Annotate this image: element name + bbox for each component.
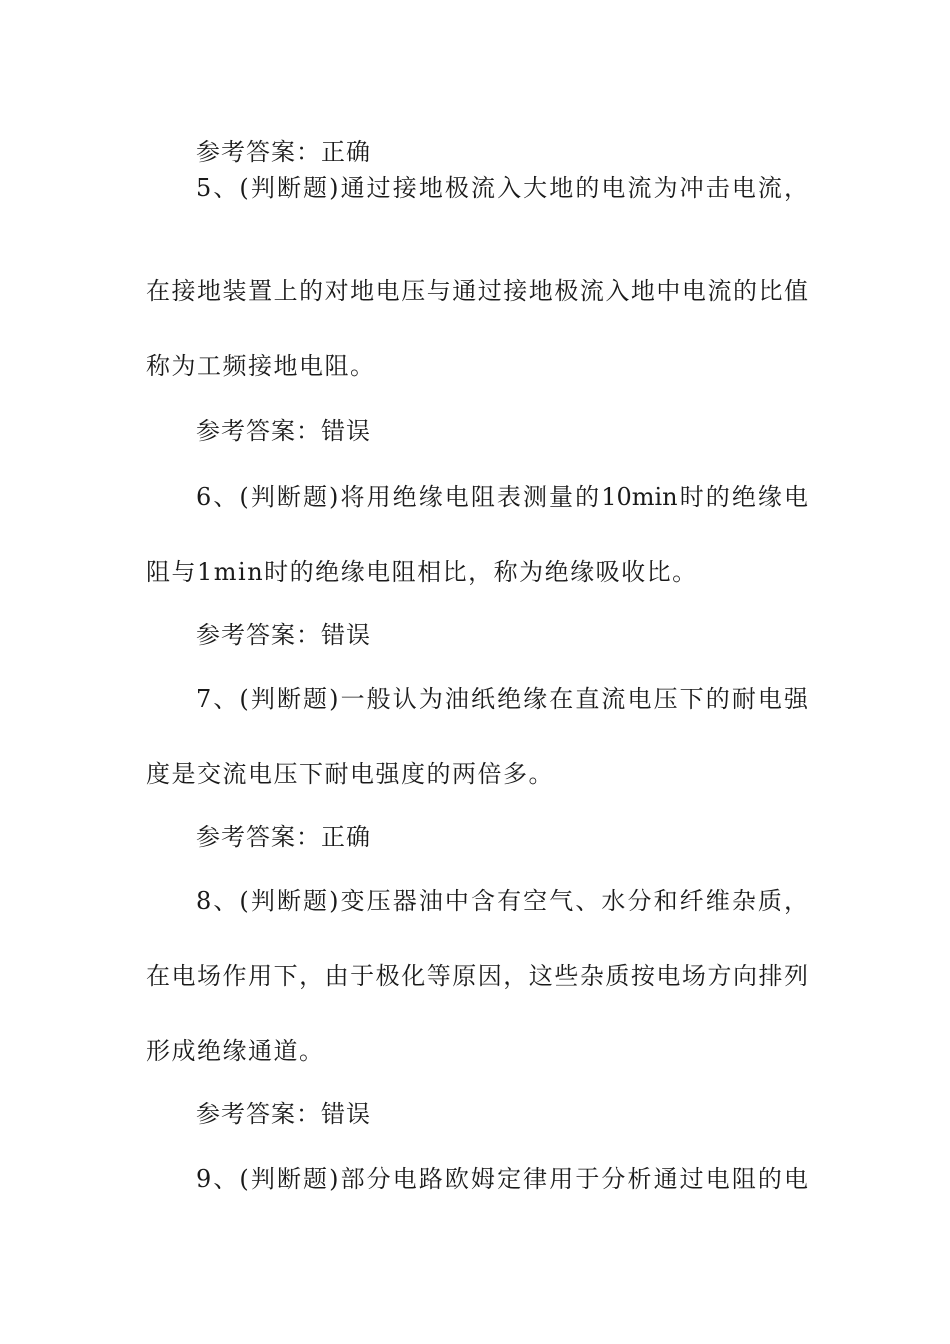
question-5-line-3: 称为工频接地电阻。 (146, 352, 376, 380)
answer-line: 参考答案：错误 (196, 621, 371, 649)
question-8-line-2: 在电场作用下，由于极化等原因，这些杂质按电场方向排列 (146, 962, 808, 990)
answer-line: 参考答案：错误 (196, 1100, 371, 1128)
answer-line: 参考答案：正确 (196, 823, 371, 851)
question-5-line-2: 在接地装置上的对地电压与通过接地极流入地中电流的比值 (146, 277, 808, 305)
question-6-line-2: 阻与1min时的绝缘电阻相比，称为绝缘吸收比。 (146, 558, 698, 586)
question-8-line-3: 形成绝缘通道。 (146, 1037, 325, 1065)
question-7-line-2: 度是交流电压下耐电强度的两倍多。 (146, 760, 554, 788)
answer-line: 参考答案：错误 (196, 417, 371, 445)
question-8-line-1: 8、(判断题)变压器油中含有空气、水分和纤维杂质， (196, 887, 808, 915)
answer-line: 参考答案：正确 (196, 138, 371, 166)
question-9-line-1: 9、(判断题)部分电路欧姆定律用于分析通过电阻的电 (196, 1165, 808, 1193)
question-5-line-1: 5、(判断题)通过接地极流入大地的电流为冲击电流， (196, 174, 808, 202)
question-7-line-1: 7、(判断题)一般认为油纸绝缘在直流电压下的耐电强 (196, 685, 808, 713)
question-6-line-1: 6、(判断题)将用绝缘电阻表测量的10min时的绝缘电 (196, 483, 808, 511)
